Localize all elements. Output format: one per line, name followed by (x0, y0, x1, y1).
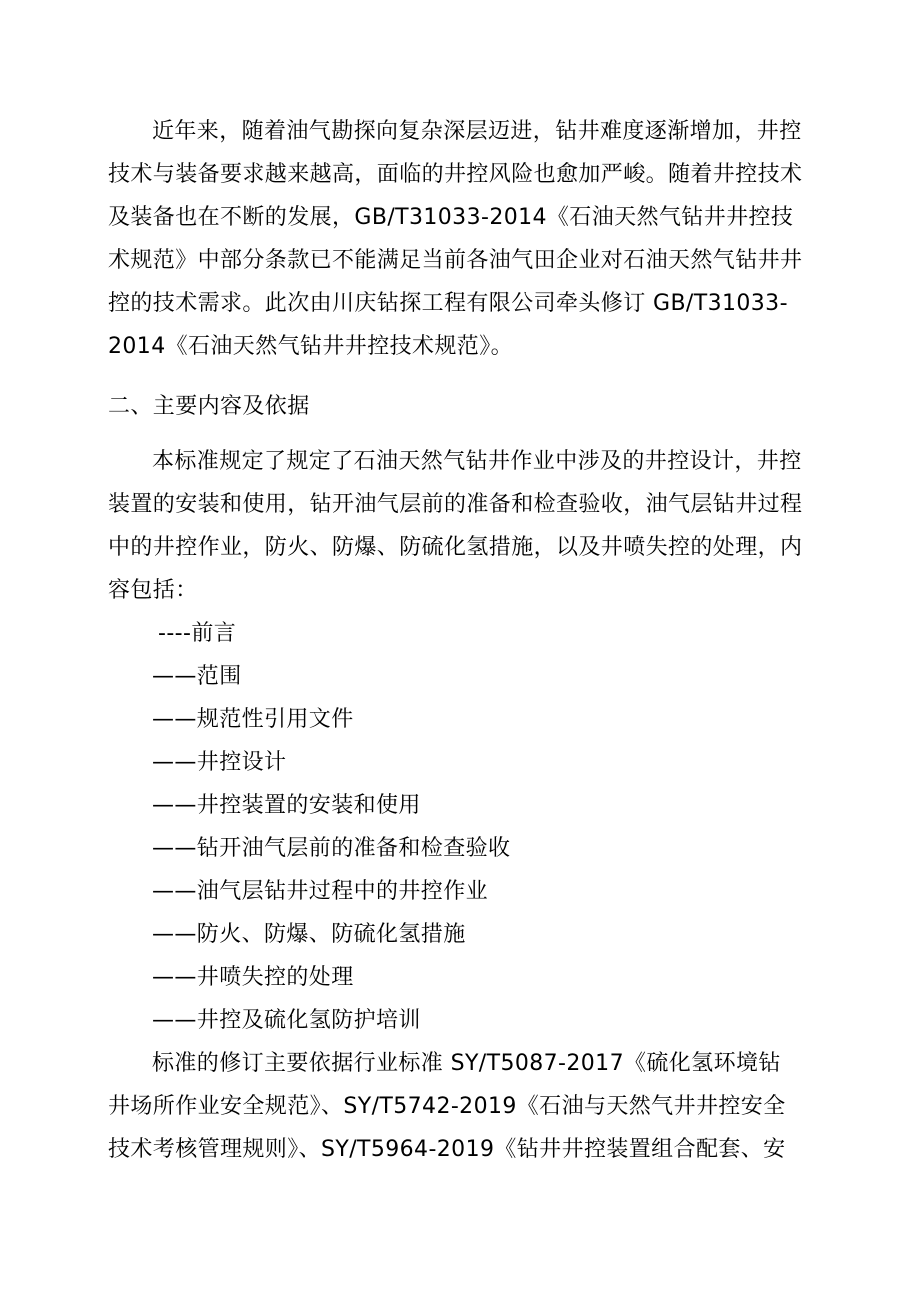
list-item: ——范围 (152, 664, 242, 689)
paragraph-1-line-1: 近年来，随着油气勘探向复杂深层迈进，钻井难度逐渐增加，井控 (152, 119, 802, 144)
paragraph-1-line-2: 技术与装备要求越来越高，面临的井控风险也愈加严峻。随着井控技术 (108, 162, 803, 187)
paragraph-3-line-2: 井场所作业安全规范》、SY/T5742-2019《石油与天然气井井控安全 (108, 1094, 786, 1119)
paragraph-2-line-2: 装置的安装和使用，钻开油气层前的准备和检查验收，油气层钻井过程 (108, 492, 803, 517)
paragraph-2-line-4: 容包括： (108, 578, 198, 603)
list-item: ——井控装置的安装和使用 (152, 793, 421, 818)
list-item: ——钻开油气层前的准备和检查验收 (152, 836, 511, 861)
paragraph-1-line-5: 控的技术需求。此次由川庆钻探工程有限公司牵头修订 GB/T31033- (108, 291, 788, 316)
paragraph-1-line-3: 及装备也在不断的发展，GB/T31033-2014《石油天然气钻井井控技 (108, 205, 794, 230)
list-item: ——井控设计 (152, 750, 287, 775)
paragraph-1-line-6: 2014《石油天然气钻井井控技术规范》。 (108, 334, 513, 359)
list-item: ——油气层钻井过程中的井控作业 (152, 879, 489, 904)
list-item: ——防火、防爆、防硫化氢措施 (152, 922, 466, 947)
section-heading: 二、主要内容及依据 (108, 394, 310, 419)
list-item: ——井控及硫化氢防护培训 (152, 1008, 421, 1033)
paragraph-1-line-4: 术规范》中部分条款已不能满足当前各油气田企业对石油天然气钻井井 (108, 248, 803, 273)
paragraph-3-line-1: 标准的修订主要依据行业标准 SY/T5087-2017《硫化氢环境钻 (152, 1051, 781, 1076)
list-item: ——井喷失控的处理 (152, 965, 354, 990)
paragraph-2-line-1: 本标准规定了规定了石油天然气钻井作业中涉及的井控设计，井控 (152, 449, 802, 474)
paragraph-2-line-3: 中的井控作业，防火、防爆、防硫化氢措施，以及井喷失控的处理，内 (108, 535, 803, 560)
paragraph-3-line-3: 技术考核管理规则》、SY/T5964-2019《钻井井控装置组合配套、安 (108, 1137, 786, 1162)
list-item: ----前言 (158, 621, 237, 646)
list-item: ——规范性引用文件 (152, 707, 354, 732)
